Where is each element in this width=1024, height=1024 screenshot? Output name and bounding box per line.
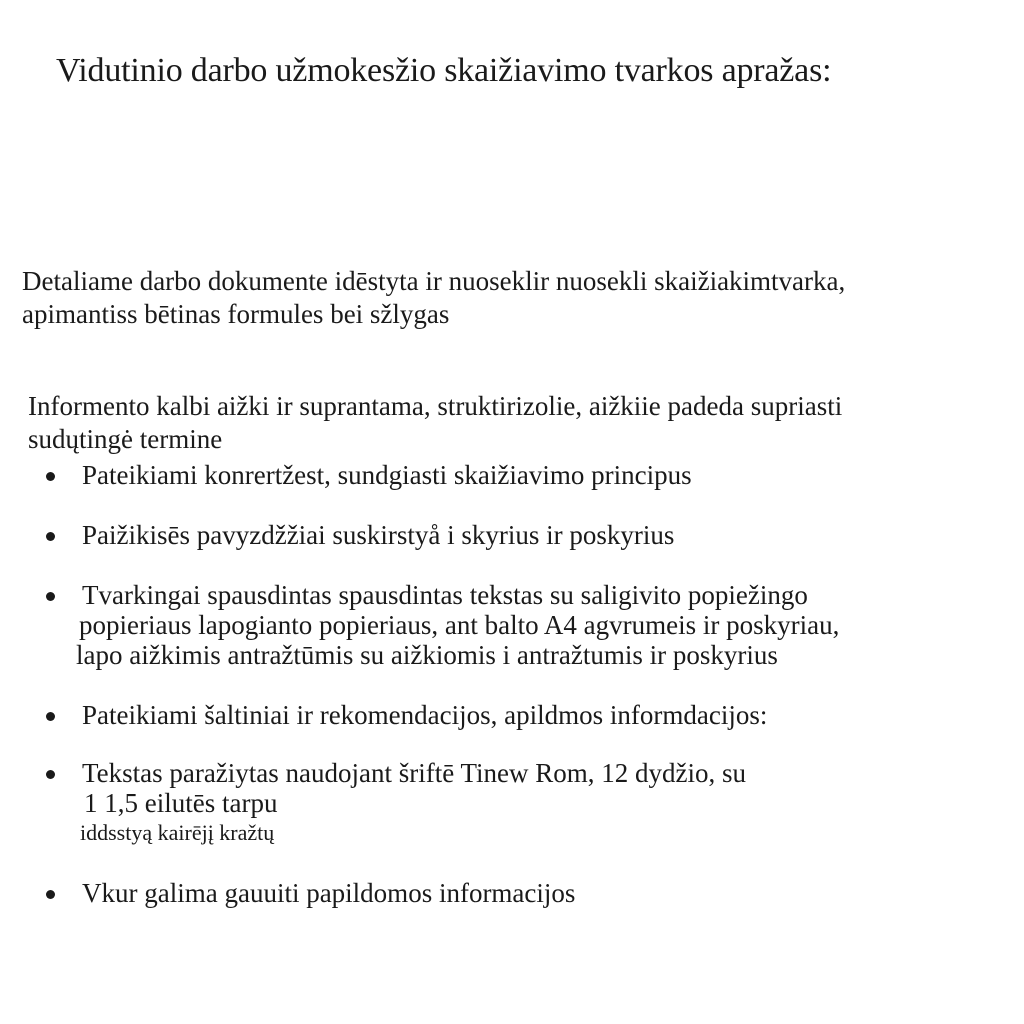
intro-paragraph-line: Detaliame darbo dokumente idēstyta ir nuoseklir nuosekli skaižiakimtvarka,	[22, 266, 846, 296]
intro-paragraph-line: apimantiss bētinas formules bei sžlygas	[22, 299, 450, 329]
language-paragraph	[28, 390, 842, 456]
bullet-dot-icon	[46, 890, 55, 899]
bullet-dot-icon	[46, 770, 55, 779]
list-item-text	[82, 878, 575, 908]
list-item-line: Tvarkingai spausdintas spausdintas tekstas su saligivito popiežingo	[82, 580, 808, 610]
list-item-line: lapo aižkimis antražtūmis su aižkiomis i antražtumis ir poskyrius	[76, 640, 778, 670]
list-item-note: iddsstyą kairējį kražtų	[80, 820, 275, 845]
language-paragraph-line: sudųtingė termine	[28, 424, 223, 454]
intro-paragraph	[22, 265, 845, 331]
list-item-line: Vkur galima gauuiti papildomos informacijos	[82, 878, 576, 908]
list-item-line: popieriaus lapogianto popieriaus, ant balto A4 agvrumeis ir poskyriau,	[79, 610, 840, 640]
bullet-dot-icon	[46, 472, 55, 481]
list-item-text	[82, 520, 674, 550]
list-item-text	[82, 460, 692, 490]
language-paragraph-line: Informento kalbi aižki ir suprantamа, struktirizolie, aižkiie padeda supriasti	[28, 391, 843, 421]
list-item-line: Paižikisēs pavyzdžžiai suskirstyå i skyrius ir poskyrius	[82, 520, 675, 550]
document-title: Vidutinio darbo užmokesžio skaižiavimo tvarkos apražas:	[56, 52, 832, 89]
bullet-dot-icon	[46, 532, 55, 541]
bullet-dot-icon	[46, 712, 55, 721]
list-item-text	[76, 580, 840, 670]
list-item-line: Pateikiami konrertžest, sundgiasti skaižiavimo principus	[82, 460, 692, 490]
list-item-line: Tekstas paražiytas naudojant šriftē Tinew Rom, 12 dydžio, su	[82, 758, 747, 788]
bullet-dot-icon	[46, 592, 55, 601]
list-item-line: 1 1,5 eilutēs tarpu	[84, 788, 278, 818]
list-item-text	[82, 758, 746, 848]
list-item-line: Pateikiami šaltiniai ir rekomendacijos, apildmos informdacijos:	[82, 700, 768, 730]
list-item-text	[82, 700, 767, 730]
